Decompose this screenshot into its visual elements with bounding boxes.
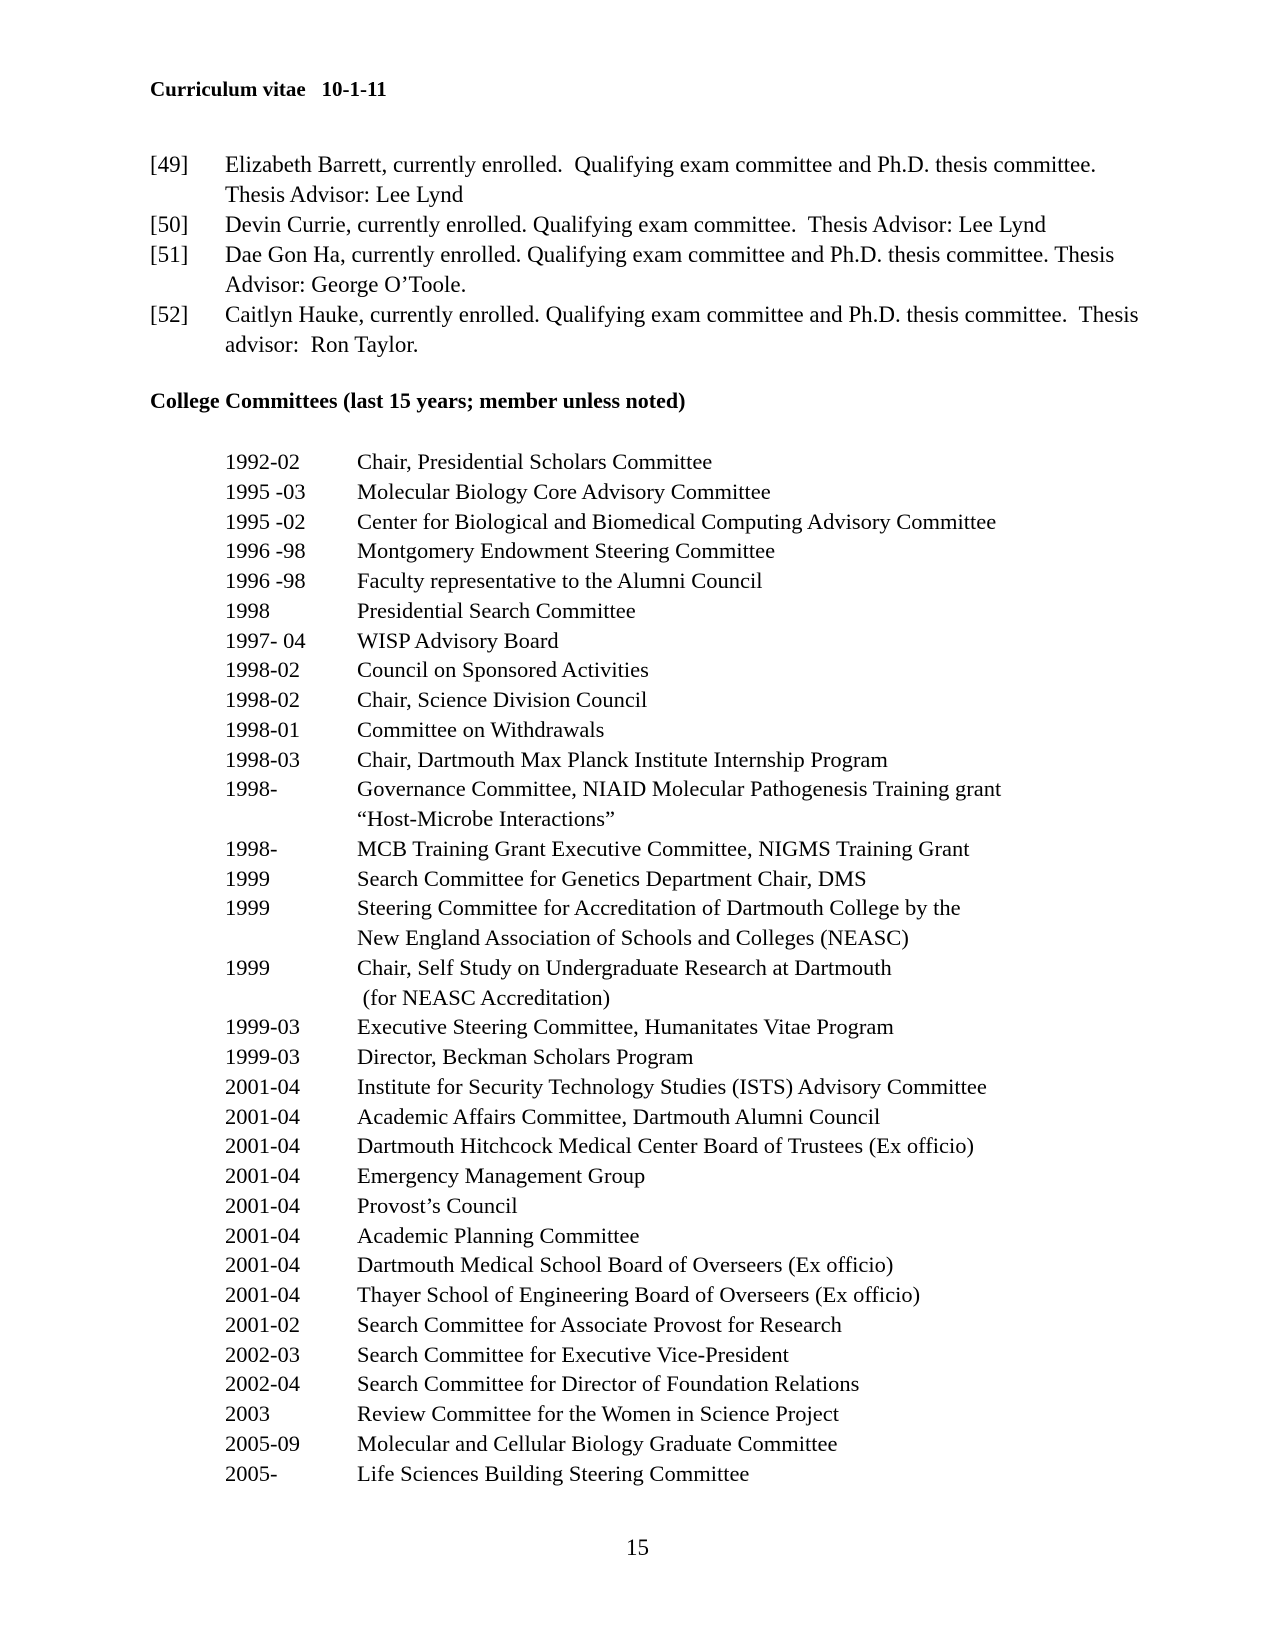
committee-row xyxy=(225,447,1185,477)
entry-text: Elizabeth Barrett, currently enrolled. Qualifying exam committee and Ph.D. thesis committee. Thesis Advisor: Lee Lynd xyxy=(225,152,1108,207)
committee-list xyxy=(225,447,1185,1488)
committee-name: Governance Committee, NIAID Molecular Pathogenesis Training grant “Host-Microbe Interactions” xyxy=(357,776,1002,831)
committee-years: 1998-02 xyxy=(225,687,300,712)
committee-row xyxy=(225,1459,1185,1489)
committee-name: Emergency Management Group xyxy=(357,1163,646,1188)
committee-years: 1998- xyxy=(225,776,278,802)
page-number: 15 xyxy=(626,1535,649,1560)
committee-years: 1999 xyxy=(225,865,270,891)
committee-row xyxy=(225,1429,1185,1459)
committee-name: Academic Affairs Committee, Dartmouth Alumni Council xyxy=(357,1103,881,1129)
entry-number: [51] xyxy=(150,242,189,267)
committee-row xyxy=(225,1310,1185,1340)
committee-years: 1999-03 xyxy=(225,1044,300,1069)
committee-row xyxy=(225,834,1185,864)
committee-name: Academic Planning Committee xyxy=(357,1222,640,1248)
entry-number: [49] xyxy=(150,152,189,177)
committee-name: Search Committee for Associate Provost for Research xyxy=(357,1311,842,1337)
section-heading: College Committees (last 15 years; member unless noted) xyxy=(150,388,686,413)
committee-row xyxy=(225,477,1185,507)
student-entry xyxy=(150,150,1160,210)
committee-years: 1999 xyxy=(225,895,270,921)
committee-name: Search Committee for Genetics Department Chair, DMS xyxy=(357,865,867,891)
committee-years: 1995 -02 xyxy=(225,508,306,534)
committee-row xyxy=(225,1161,1185,1191)
committee-name: Institute for Security Technology Studies (ISTS) Advisory Committee xyxy=(357,1073,987,1099)
committee-row xyxy=(225,864,1185,894)
committee-row xyxy=(225,893,1185,953)
committee-row xyxy=(225,1191,1185,1221)
committee-years: 1998- xyxy=(225,835,278,861)
committee-row xyxy=(225,953,1185,1013)
committee-row xyxy=(225,1340,1185,1370)
committee-years: 2001-04 xyxy=(225,1192,300,1218)
committee-years: 2001-04 xyxy=(225,1103,300,1129)
committee-row xyxy=(225,1369,1185,1399)
entry-number: [50] xyxy=(150,212,189,237)
committee-years: 1995 -03 xyxy=(225,478,306,504)
committee-name: Council on Sponsored Activities xyxy=(357,657,649,683)
committee-years: 2001-02 xyxy=(225,1311,300,1337)
committee-row xyxy=(225,507,1185,537)
running-header: Curriculum vitae 10-1-11 xyxy=(150,77,387,101)
committee-years: 2001-04 xyxy=(225,1282,300,1307)
committee-row xyxy=(225,536,1185,566)
entry-text: Caitlyn Hauke, currently enrolled. Qualifying exam committee and Ph.D. thesis committee. Thesis advisor: Ron Taylor. xyxy=(225,302,1145,357)
committee-name: Chair, Presidential Scholars Committee xyxy=(357,449,713,474)
committee-name: Chair, Self Study on Undergraduate Research at Dartmouth (for NEASC Accreditation) xyxy=(357,954,892,1010)
committee-name: Presidential Search Committee xyxy=(357,597,636,623)
committee-years: 2002-03 xyxy=(225,1341,300,1367)
committee-years: 2001-04 xyxy=(225,1073,300,1099)
committee-row xyxy=(225,1131,1185,1161)
committee-years: 1999 xyxy=(225,954,270,980)
committee-row xyxy=(225,1072,1185,1102)
committee-name: Provost’s Council xyxy=(357,1192,518,1218)
committee-row xyxy=(225,626,1185,656)
committee-years: 1998-02 xyxy=(225,657,300,683)
committee-name: Steering Committee for Accreditation of Dartmouth College by the New England Association of Schools and Colleges (NEASC) xyxy=(357,895,961,950)
entry-number: [52] xyxy=(150,302,189,327)
committee-name: Molecular and Cellular Biology Graduate Committee xyxy=(357,1430,838,1456)
committee-years: 2005-09 xyxy=(225,1430,300,1456)
committee-name: Faculty representative to the Alumni Council xyxy=(357,568,763,593)
committee-row xyxy=(225,1042,1185,1072)
committee-name: Molecular Biology Core Advisory Committee xyxy=(357,478,771,504)
committee-row xyxy=(225,1399,1185,1429)
committee-years: 1996 -98 xyxy=(225,538,306,564)
student-entry xyxy=(150,210,1160,240)
entry-text: Devin Currie, currently enrolled. Qualifying exam committee. Thesis Advisor: Lee Lynd xyxy=(225,212,1046,237)
committee-years: 1996 -98 xyxy=(225,568,306,593)
student-list xyxy=(150,150,1160,360)
committee-years: 1998-03 xyxy=(225,746,300,772)
committee-name: Director, Beckman Scholars Program xyxy=(357,1044,694,1069)
committee-name: Chair, Science Division Council xyxy=(357,687,648,712)
committee-years: 2001-04 xyxy=(225,1163,300,1188)
committee-row xyxy=(225,596,1185,626)
committee-name: Center for Biological and Biomedical Computing Advisory Committee xyxy=(357,508,997,534)
committee-name: Search Committee for Director of Foundation Relations xyxy=(357,1371,860,1397)
committee-row xyxy=(225,1012,1185,1042)
committee-row xyxy=(225,655,1185,685)
committee-name: Executive Steering Committee, Humanitates Vitae Program xyxy=(357,1014,894,1040)
committee-years: 1997- 04 xyxy=(225,627,306,653)
committee-years: 2005- xyxy=(225,1460,278,1486)
committee-years: 1999-03 xyxy=(225,1014,300,1040)
committee-years: 2001-04 xyxy=(225,1222,300,1248)
committee-row xyxy=(225,774,1185,834)
committee-name: Committee on Withdrawals xyxy=(357,716,605,742)
committee-name: Life Sciences Building Steering Committee xyxy=(357,1460,750,1486)
committee-years: 2003 xyxy=(225,1401,270,1426)
committee-name: Chair, Dartmouth Max Planck Institute Internship Program xyxy=(357,746,888,772)
committee-name: Dartmouth Medical School Board of Overseers (Ex officio) xyxy=(357,1252,894,1278)
student-entry xyxy=(150,300,1160,360)
committee-years: 1998 xyxy=(225,597,270,623)
committee-name: Dartmouth Hitchcock Medical Center Board of Trustees (Ex officio) xyxy=(357,1133,974,1159)
committee-row xyxy=(225,685,1185,715)
committee-row xyxy=(225,1221,1185,1251)
committee-name: WISP Advisory Board xyxy=(357,627,559,653)
committee-row xyxy=(225,1102,1185,1132)
committee-years: 1998-01 xyxy=(225,716,300,742)
committee-years: 2001-04 xyxy=(225,1252,300,1278)
committee-years: 2001-04 xyxy=(225,1133,300,1159)
committee-row xyxy=(225,715,1185,745)
committee-name: Montgomery Endowment Steering Committee xyxy=(357,538,776,564)
committee-years: 1992-02 xyxy=(225,449,300,474)
committee-name: Thayer School of Engineering Board of Overseers (Ex officio) xyxy=(357,1282,921,1307)
committee-row xyxy=(225,1280,1185,1310)
student-entry xyxy=(150,240,1160,300)
committee-name: MCB Training Grant Executive Committee, NIGMS Training Grant xyxy=(357,835,970,861)
committee-name: Search Committee for Executive Vice-President xyxy=(357,1341,789,1367)
committee-row xyxy=(225,1250,1185,1280)
entry-text: Dae Gon Ha, currently enrolled. Qualifying exam committee and Ph.D. thesis committee. Thesis Advisor: George O’Toole. xyxy=(225,242,1119,297)
committee-row xyxy=(225,745,1185,775)
committee-row xyxy=(225,566,1185,596)
committee-name: Review Committee for the Women in Science Project xyxy=(357,1401,840,1426)
committee-years: 2002-04 xyxy=(225,1371,300,1397)
